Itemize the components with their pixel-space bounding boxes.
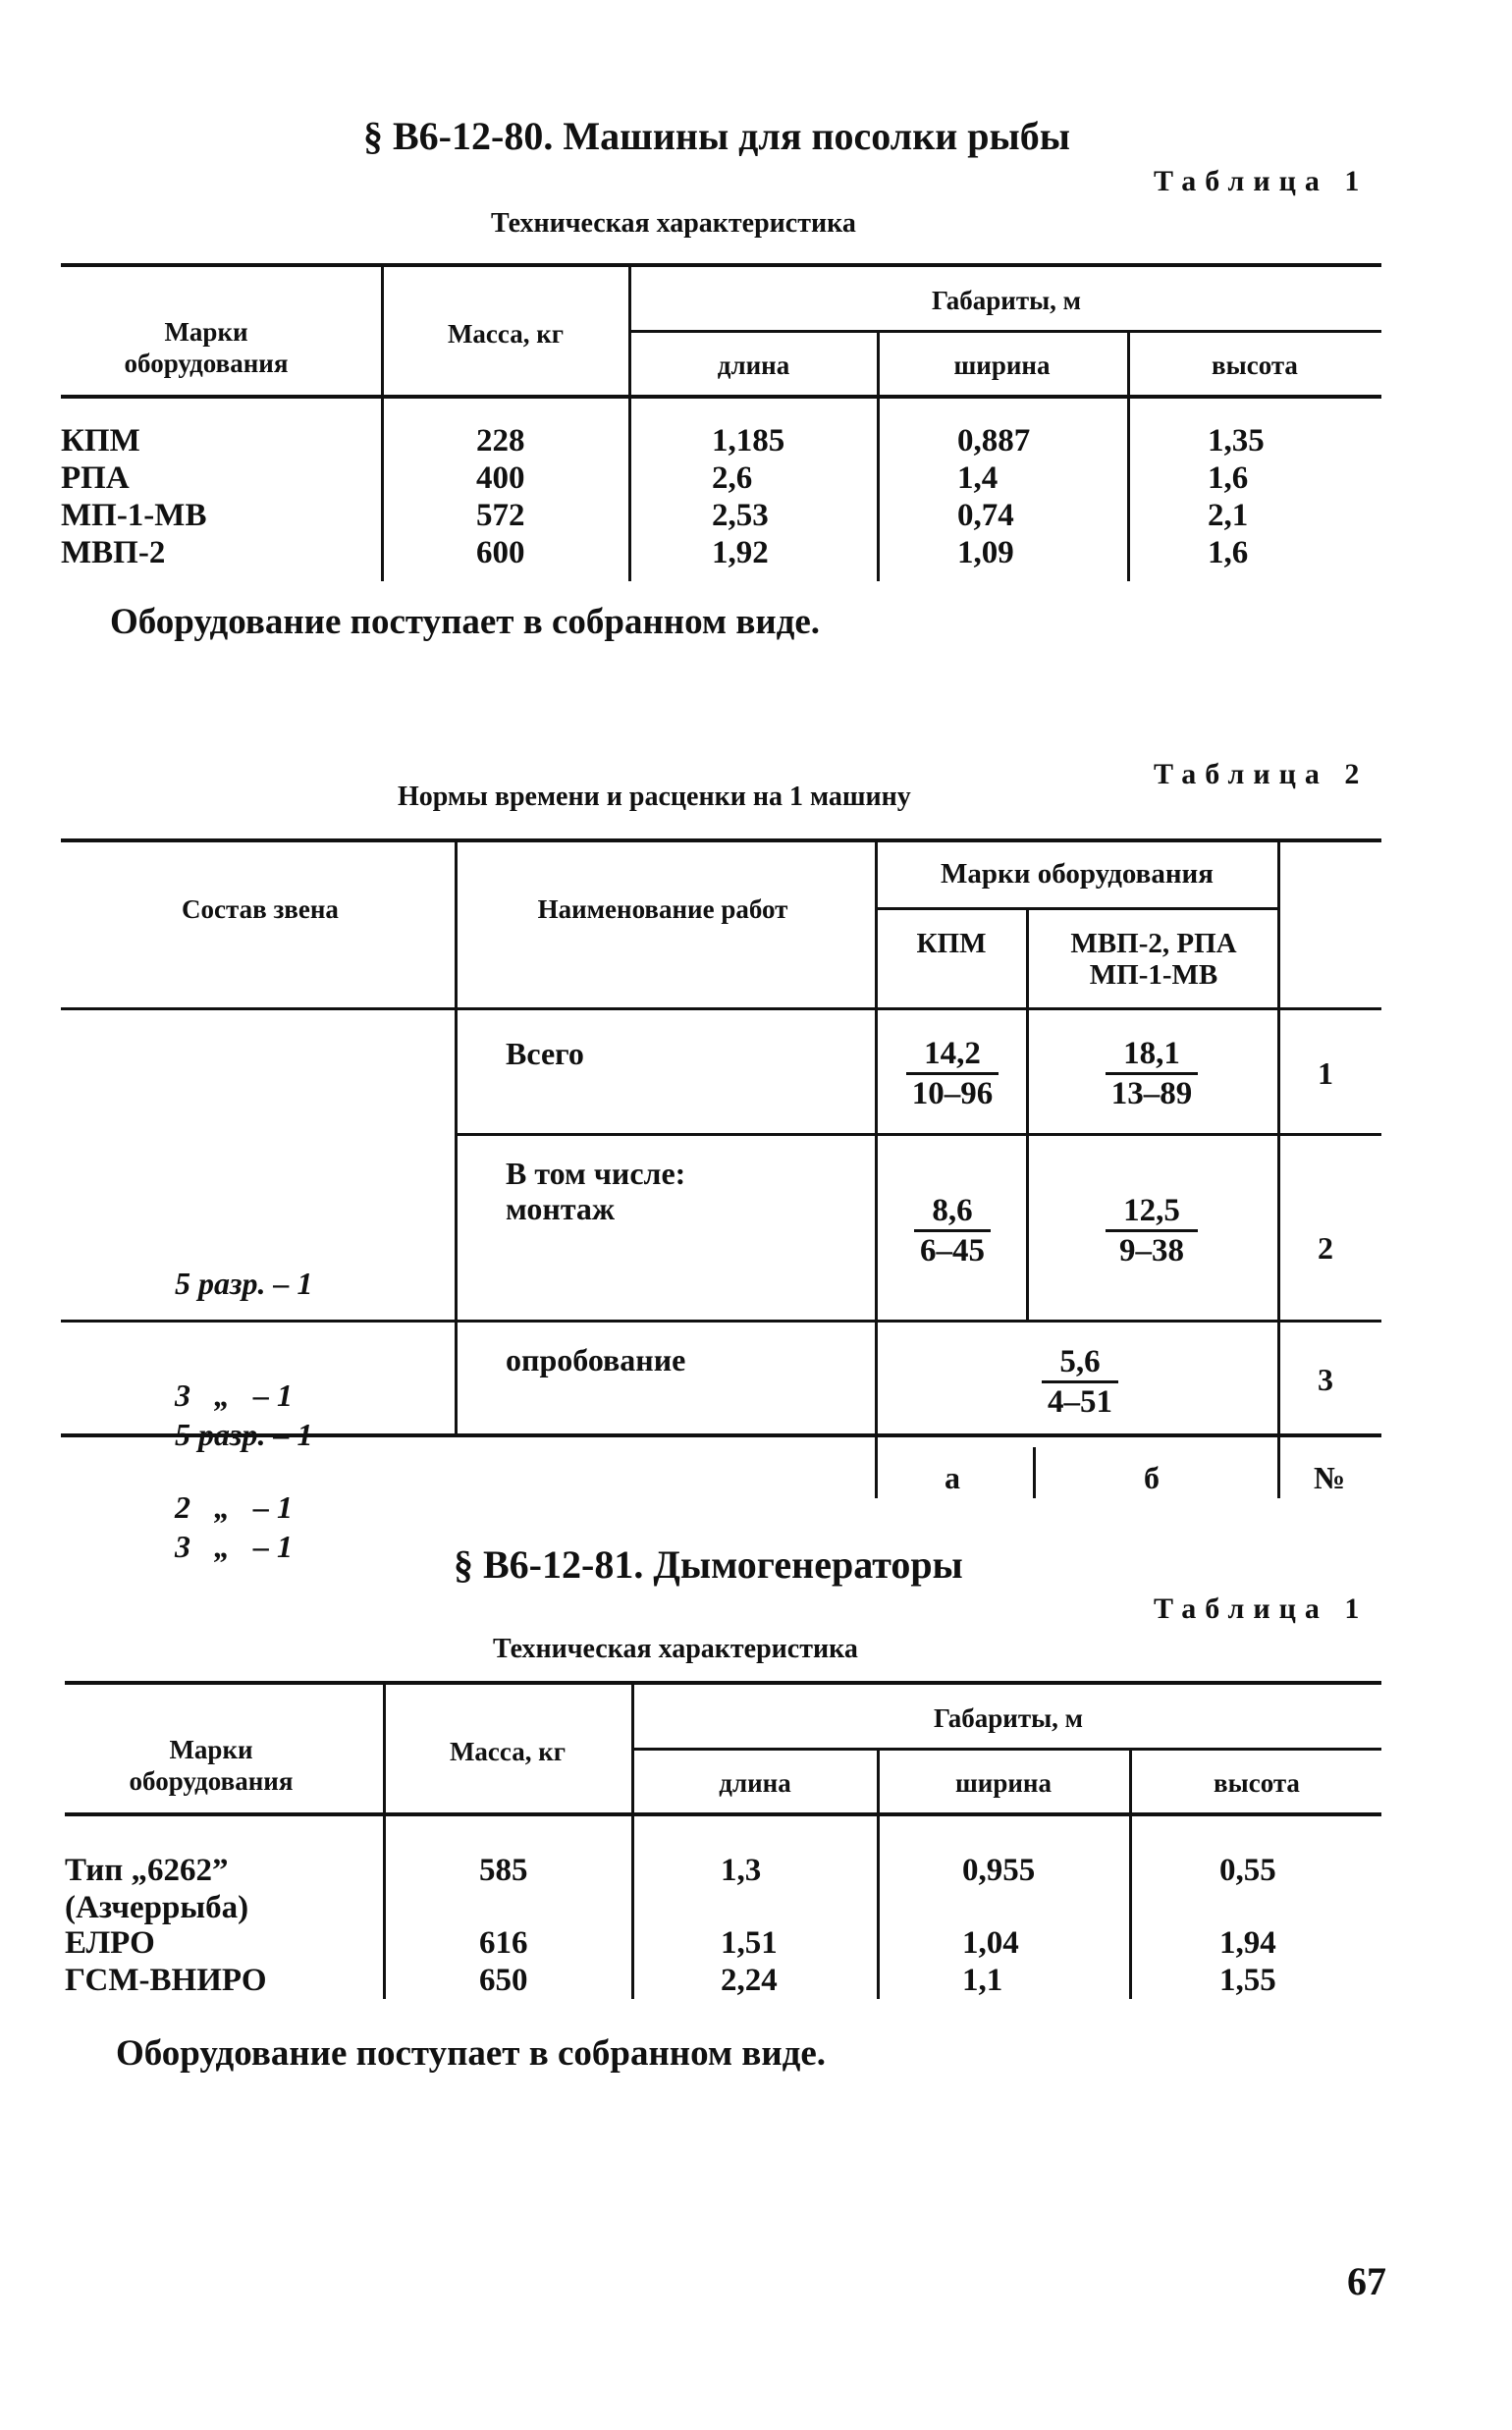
table-row: МВП-2 600 1,92 1,09 1,6 [61, 535, 1249, 570]
s2-t1-header-mass: Масса, кг [449, 1737, 567, 1766]
section1-title: § В6-12-80. Машины для посолки рыбы [363, 114, 1070, 158]
s1-table2-caption: Нормы времени и расценки на 1 машину [398, 782, 911, 812]
s1-t2-row1-no: 1 [1318, 1055, 1333, 1091]
table-row: МП-1-МВ 572 2,53 0,74 2,1 [61, 498, 1249, 533]
s2-t1-header-brand: Марки оборудования [129, 1735, 294, 1796]
table-row: КПМ 228 1,185 0,887 1,35 [61, 423, 1265, 459]
s2-t1-header-dims: Габариты, м [933, 1703, 1084, 1733]
s1-t1-header-height: высота [1212, 351, 1298, 380]
s1-t2-row1-work: Всего [506, 1036, 584, 1071]
s1-t1-header-dims: Габариты, м [931, 286, 1082, 315]
s2-table1-label: Таблица 1 [1154, 1593, 1369, 1625]
s1-t1-header-length: длина [717, 351, 790, 380]
s2-t1-header-length: длина [719, 1768, 791, 1798]
s1-t2-row3-no: 3 [1318, 1362, 1333, 1397]
s1-table1-note: Оборудование поступает в собранном виде. [110, 602, 821, 642]
s2-t1-header-height: высота [1214, 1768, 1300, 1798]
s1-t2-row2-a: $\frac{8,6}{6-45}$ [893, 1192, 1011, 1269]
s1-t2-row2-b: $\frac{12,5}{9-38}$ [1093, 1192, 1211, 1269]
s1-t2-row2-no: 2 [1318, 1230, 1333, 1266]
s1-t2-header-crew: Состав звена [182, 894, 339, 924]
s1-t2-header-brands: Марки оборудования [941, 858, 1214, 890]
s1-t2-header-kpm: КПМ [916, 928, 987, 959]
section2-title: § В6-12-81. Дымогенераторы [454, 1542, 963, 1587]
s1-t2-row2-work1: В том числе: [506, 1156, 686, 1191]
s1-t1-header-brand: Марки оборудования [124, 317, 289, 378]
s1-t2-row1-b: $\frac{18,1}{13-89}$ [1093, 1035, 1211, 1112]
s1-table1-caption: Техническая характеристика [491, 208, 856, 239]
s2-table1-note: Оборудование поступает в собранном виде. [116, 2033, 827, 2074]
s1-t2-header-work: Наименование работ [537, 894, 788, 924]
s1-t2-crew2: 5 разр. – 1 3 „ – 1 [175, 1417, 313, 1564]
s1-t2-row3-work: опробование [506, 1342, 686, 1377]
s1-table1-label: Таблица 1 [1154, 165, 1369, 197]
s2-table1-caption: Техническая характеристика [493, 1634, 858, 1664]
s1-t2-crew1: 5 разр. – 1 3 „ – 1 2 „ – 1 [175, 1266, 313, 1525]
s1-t2-footer-b: б [1144, 1460, 1160, 1495]
s1-t2-header-mvp: МВП-2, РПА МП-1-МВ [1070, 928, 1237, 991]
s1-table2-label: Таблица 2 [1154, 758, 1369, 790]
s1-t2-row2-work2: монтаж [506, 1191, 616, 1226]
table-row: ГСМ-ВНИРО 650 2,24 1,1 1,55 [65, 1963, 1276, 1998]
s1-t2-row3-ab: $\frac{5,6}{4-51}$ [1021, 1343, 1139, 1421]
table-row: РПА 400 2,6 1,4 1,6 [61, 460, 1249, 496]
s2-t1-header-width: ширина [955, 1768, 1052, 1798]
s1-t1-header-mass: Масса, кг [447, 319, 565, 349]
s1-t2-footer-no: № [1314, 1460, 1346, 1495]
s1-t1-header-width: ширина [953, 351, 1051, 380]
s1-t2-row1-a: $\frac{14,2}{10-96}$ [893, 1035, 1011, 1112]
table-row: ЕЛРО 616 1,51 1,04 1,94 [65, 1925, 1276, 1961]
page-number: 67 [1347, 2259, 1386, 2303]
s1-t2-footer-a: а [945, 1460, 960, 1495]
table-row: Тип „6262” (Азчеррыба) 585 1,3 0,955 0,55 [65, 1853, 1276, 1925]
